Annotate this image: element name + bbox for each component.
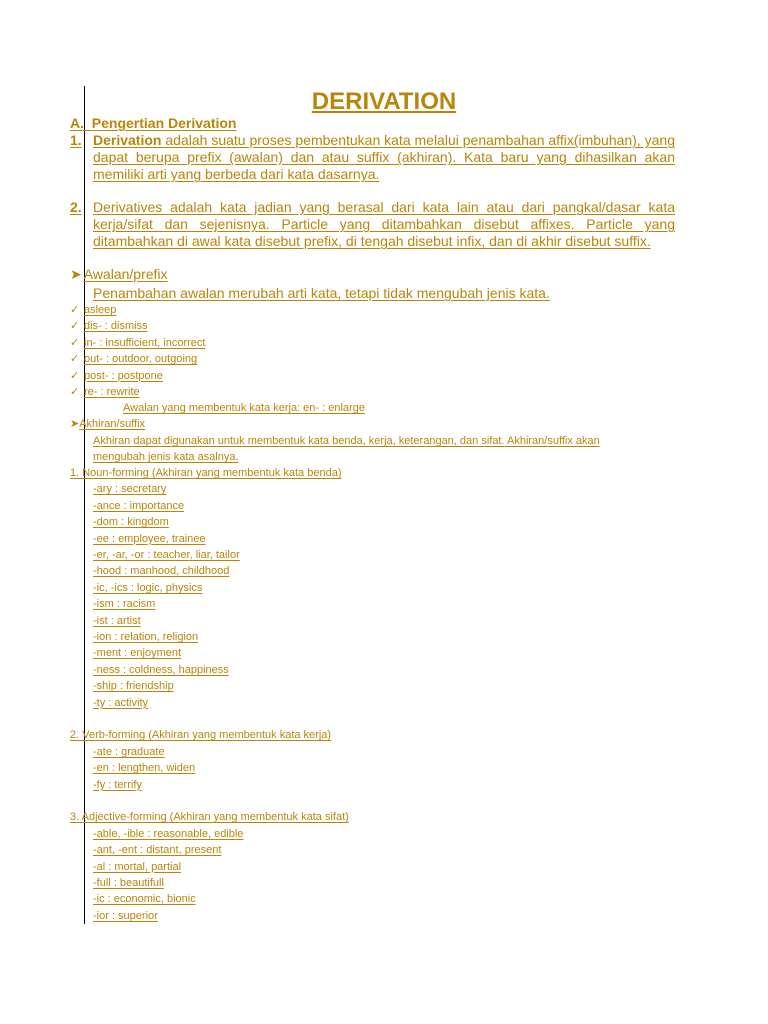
- suffix-list-item: -er, -ar, -or : teacher, liar, tailor: [93, 549, 240, 561]
- suffix-list-item: -ic, -ics : logic, physics: [93, 581, 203, 594]
- suffix-list-item: -ship : friendship: [93, 680, 174, 693]
- suffix-list-item: -dom : kingdom: [93, 516, 169, 529]
- prefix-heading: Awalan/prefix: [83, 266, 168, 282]
- suffix-list-item: -able, -ible : reasonable, edible: [93, 827, 244, 840]
- suffix-list-item: -ment : enjoyment: [93, 647, 182, 660]
- suffix-list-item: -hood : manhood, childhood: [93, 565, 230, 578]
- suffix-list-item: -ate : graduate: [93, 745, 165, 758]
- suffix-group-heading: 3. Adjective-forming (Akhiran yang membentuk kata sifat): [70, 811, 349, 824]
- prefix-item-text: out- : outdoor, outgoing: [84, 353, 198, 366]
- suffix-list-item: -en : lengthen, widen: [93, 762, 196, 775]
- prefix-item-text: dis- : dismiss: [84, 320, 148, 333]
- paragraph-1: [70, 132, 675, 183]
- checkmark-icon: ✓: [70, 369, 80, 382]
- suffix-description-line-1: Akhiran dapat digunakan untuk membentuk kata benda, kerja, keterangan, dan sifat. Akhiran/suffix akan: [93, 435, 600, 447]
- checkmark-icon: ✓: [70, 304, 80, 316]
- prefix-item-text: re- : rewrite: [84, 386, 140, 398]
- checkmark-icon: ✓: [70, 320, 80, 333]
- suffix-list-item: -ant, -ent : distant, present: [93, 844, 222, 857]
- page-title: DERIVATION: [311, 88, 457, 115]
- arrow-bullet-icon: ➤: [70, 418, 80, 430]
- arrow-bullet-icon: ➤: [70, 266, 82, 282]
- suffix-list-item: -ty : activity: [93, 696, 149, 709]
- prefix-list-item: [70, 351, 197, 367]
- suffix-list-item: -ary : secretary: [93, 483, 167, 496]
- derivation-term: Derivation: [93, 132, 162, 148]
- checkmark-icon: ✓: [70, 386, 80, 398]
- paragraph-1-number: 1.: [70, 132, 82, 148]
- suffix-list-item: -ism : racism: [93, 598, 156, 611]
- checkmark-icon: ✓: [70, 353, 80, 366]
- suffix-list-item: -ist : artist: [93, 614, 141, 627]
- suffix-list-item: -ion : relation, religion: [93, 631, 199, 643]
- section-a-marker: A.: [70, 115, 84, 131]
- suffix-heading-row: [70, 416, 145, 432]
- suffix-group-heading: 1. Noun-forming (Akhiran yang membentuk kata benda): [70, 467, 342, 479]
- prefix-list-item: [70, 318, 148, 334]
- prefix-verb-note: Awalan yang membentuk kata kerja: en- : enlarge: [123, 402, 365, 414]
- suffix-list-item: -ic : economic, bionic: [93, 893, 196, 906]
- prefix-item-text: asleep: [84, 304, 117, 316]
- prefix-item-text: in- : insufficient, incorrect: [84, 336, 206, 349]
- prefix-description: Penambahan awalan merubah arti kata, tetapi tidak mengubah jenis kata.: [93, 285, 550, 301]
- suffix-list-item: -ance : importance: [93, 499, 185, 512]
- suffix-description-line-2: mengubah jenis kata asalnya.: [93, 451, 239, 463]
- paragraph-2: [70, 199, 675, 250]
- suffix-list-item: -ness : coldness, happiness: [93, 663, 229, 676]
- section-a-heading: [70, 115, 236, 131]
- prefix-heading-row: [70, 266, 168, 283]
- suffix-list-item: -full : beautifull: [93, 877, 164, 889]
- suffix-group-heading: 2. Verb-forming (Akhiran yang membentuk kata kerja): [70, 729, 332, 742]
- suffix-list-item: -fy : terrify: [93, 778, 142, 791]
- prefix-item-text: post- : postpone: [84, 369, 163, 382]
- prefix-list-item: [70, 384, 140, 400]
- suffix-list-item: -ee : employee, trainee: [93, 532, 206, 545]
- page-margin-rule: [84, 86, 85, 924]
- suffix-list-item: -ior : superior: [93, 909, 158, 922]
- section-a-title: Pengertian Derivation: [91, 115, 237, 131]
- suffix-list-item: -al : mortal, partial: [93, 860, 182, 873]
- prefix-list-item: [70, 335, 205, 351]
- paragraph-2-text: Derivatives adalah kata jadian yang berasal dari kata lain atau dari pangkal/dasar kata kerja/sifat dan sejenisnya. Particle yang ditambahkan disebut affixes. Particle yang ditambahkan di awal kata disebut prefix, di tengah disebut infix, dan di akhir disebut suffix.: [93, 199, 675, 249]
- prefix-list-item: [70, 302, 116, 318]
- prefix-list-item: [70, 368, 163, 384]
- checkmark-icon: ✓: [70, 336, 80, 349]
- paragraph-1-text: adalah suatu proses pembentukan kata melalui penambahan affix(imbuhan), yang dapat berupa prefix (awalan) dan atau suffix (akhiran). Kata baru yang dihasilkan akan memiliki arti yang berbeda dari kata dasarnya.: [93, 132, 675, 182]
- suffix-heading: Akhiran/suffix: [79, 418, 146, 430]
- paragraph-2-number: 2.: [70, 199, 82, 215]
